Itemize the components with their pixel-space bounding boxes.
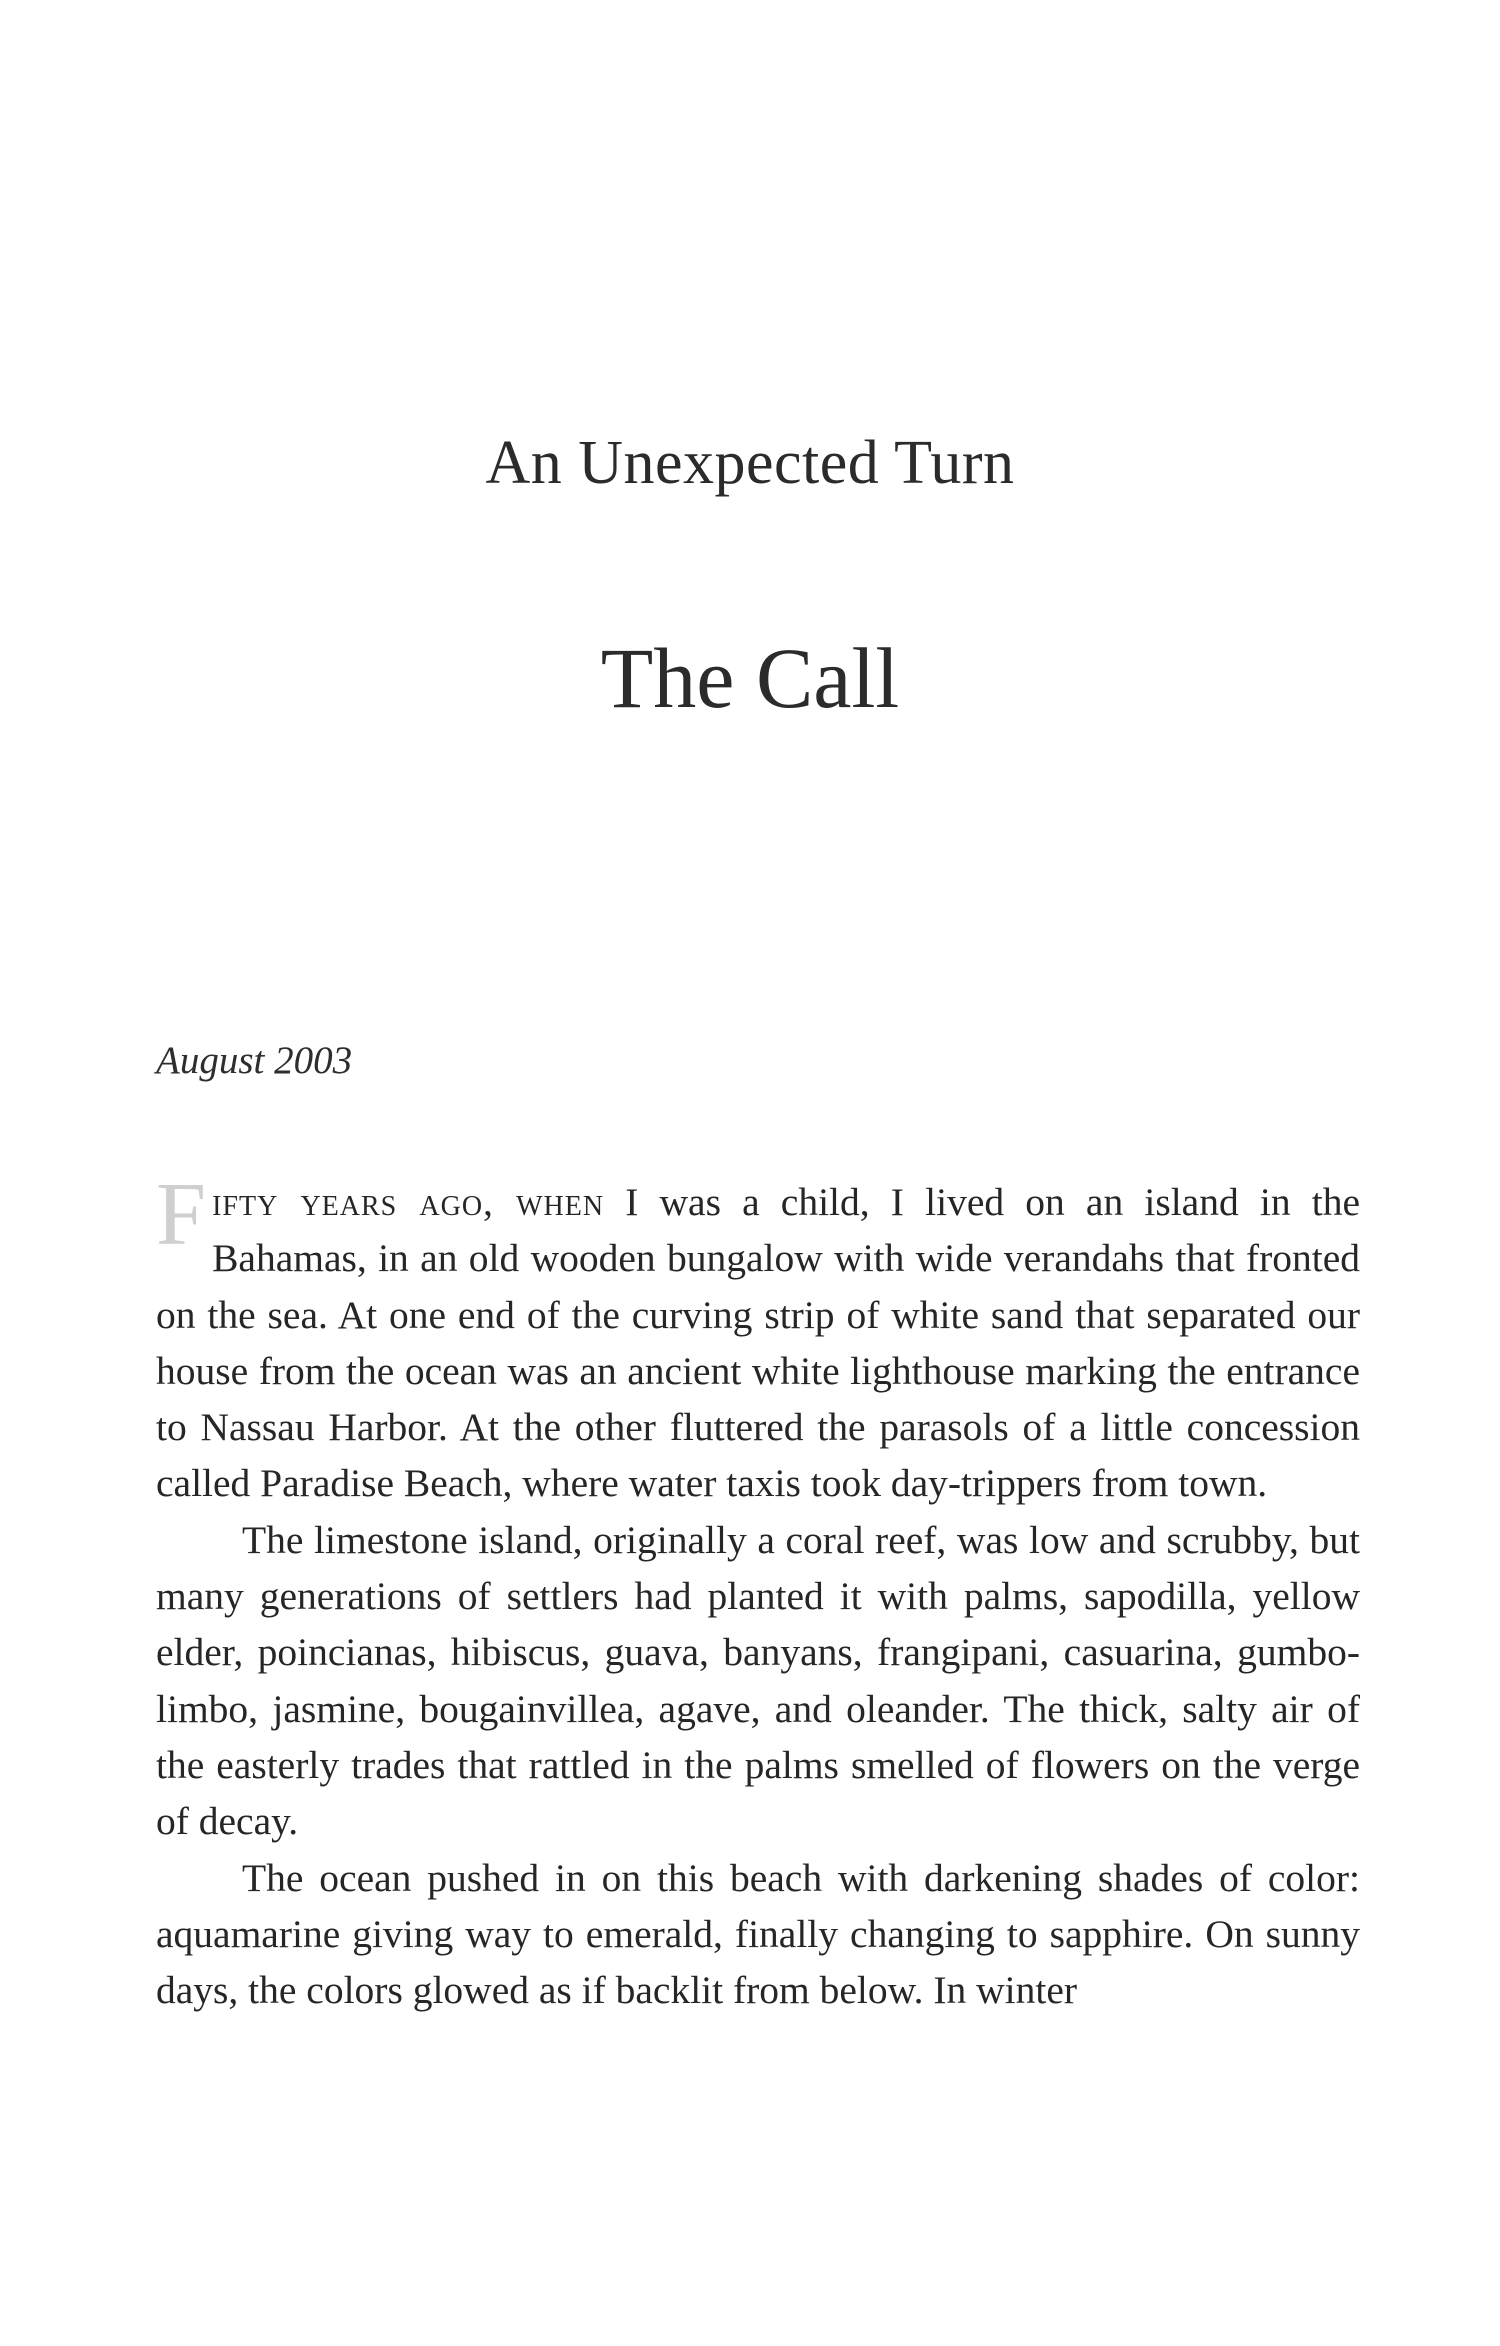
- paragraph: The limestone island, originally a coral reef, was low and scrubby, but many generations of settlers had planted it with palms, sapodilla, yellow elder, poincianas, hibiscus, guava, banyans, frangipani, casuarina, gumbo-limbo, jasmine, bougainvillea, agave, and oleander. The thick, salty air of the easterly trades that rattled in the palms smelled of flowers on the verge of decay.: [156, 1517, 1360, 1844]
- paragraph: The ocean pushed in on this beach with darkening shades of color: aquamarine giving way to emerald, finally changing to sapphire. On sunny days, the colors glowed as if backlit from below. In winter: [156, 1855, 1360, 2013]
- dateline: August 2003: [156, 1039, 353, 1082]
- drop-cap: F: [156, 1165, 207, 1264]
- part-title: An Unexpected Turn: [485, 429, 1015, 497]
- opening-paragraph: [156, 1165, 1360, 1512]
- opening-small-caps: ifty years ago, when: [212, 1180, 605, 1224]
- chapter-body: [156, 1165, 1360, 2018]
- chapter-title: The Call: [600, 630, 900, 726]
- opening-text: I was a child, I lived on an island in the Bahamas, in an old wooden bungalow with wide verandahs that fronted on the sea. At one end of the curving strip of white sand that separated our house from the ocean was an ancient white lighthouse marking the entrance to Nassau Harbor. At the other fluttered the parasols of a little concession called Paradise Beach, where water taxis took day-trippers from town.: [156, 1180, 1360, 1506]
